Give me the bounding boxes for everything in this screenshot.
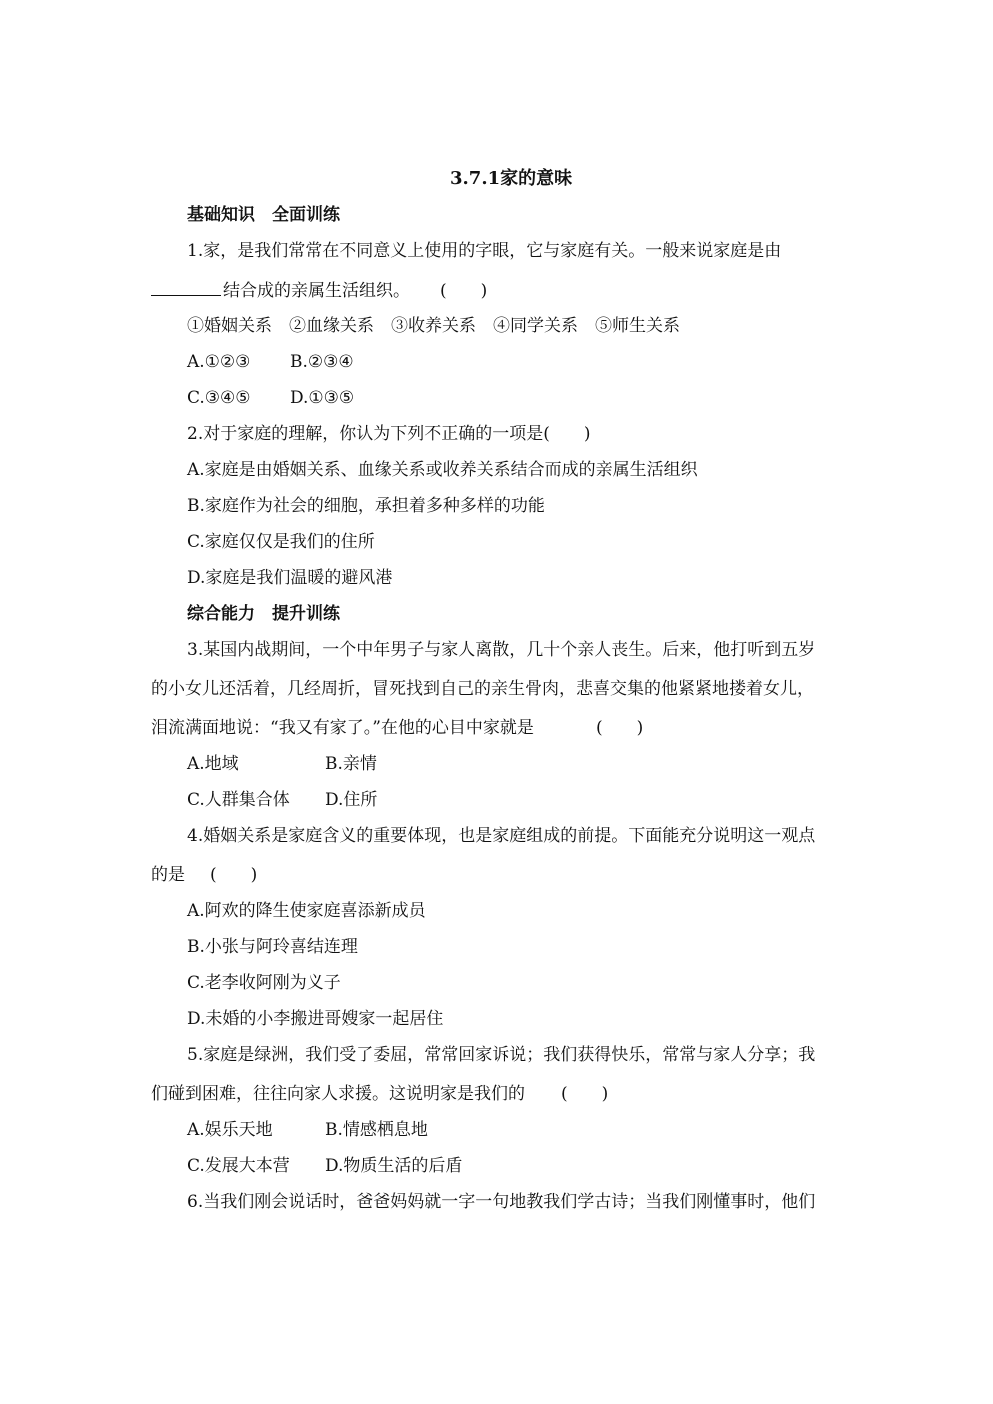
section-basic-heading: 基础知识 全面训练 (187, 205, 340, 225)
q4-option-c: C.老李收阿刚为义子 (187, 973, 341, 993)
q4-option-b: B.小张与阿玲喜结连理 (187, 937, 358, 957)
q1-option-c: C.③④⑤ (187, 388, 251, 408)
q1-stem-line1: 1.家，是我们常常在不同意义上使用的字眼，它与家庭有关。一般来说家庭是由 (187, 241, 782, 261)
q2-option-c: C.家庭仅仅是我们的住所 (187, 532, 375, 552)
q3-stem-line1: 3.某国内战期间，一个中年男子与家人离散，几十个亲人丧生。后来，他打听到五岁 (187, 640, 816, 660)
q4-stem-line1: 4.婚姻关系是家庭含义的重要体现，也是家庭组成的前提。下面能充分说明这一观点 (187, 826, 816, 846)
q4-stem-line2: 的是 (151, 865, 185, 885)
q5-option-d: D.物质生活的后盾 (325, 1156, 463, 1176)
q1-answer-blank (151, 279, 221, 296)
q2-stem: 2.对于家庭的理解，你认为下列不正确的一项是( ) (187, 424, 591, 444)
q3-option-d: D.住所 (325, 790, 378, 810)
q3-answer-paren: ( ) (596, 718, 644, 738)
q2-option-b: B.家庭作为社会的细胞，承担着多种多样的功能 (187, 496, 545, 516)
q1-option-a: A.①②③ (187, 352, 251, 372)
q5-stem-line1: 5.家庭是绿洲，我们受了委屈，常常回家诉说；我们获得快乐，常常与家人分享；我 (187, 1045, 816, 1065)
q6-stem-line1: 6.当我们刚会说话时，爸爸妈妈就一字一句地教我们学古诗；当我们刚懂事时，他们 (187, 1192, 816, 1212)
q3-option-b: B.亲情 (325, 754, 377, 774)
q1-option-d: D.①③⑤ (290, 388, 355, 408)
q4-option-d: D.未婚的小李搬进哥嫂家一起居住 (187, 1009, 444, 1029)
q5-answer-paren: ( ) (561, 1084, 609, 1104)
q1-stem-line2-text: 结合成的亲属生活组织。 (223, 281, 410, 301)
q4-option-a: A.阿欢的降生使家庭喜添新成员 (187, 901, 426, 921)
q3-option-c: C.人群集合体 (187, 790, 290, 810)
q3-stem-line2: 的小女儿还活着，几经周折，冒死找到自己的亲生骨肉，悲喜交集的他紧紧地搂着女儿， (151, 679, 814, 699)
q2-option-d: D.家庭是我们温暖的避风港 (187, 568, 393, 588)
q4-answer-paren: ( ) (210, 865, 258, 885)
q1-items: ①婚姻关系 ②血缘关系 ③收养关系 ④同学关系 ⑤师生关系 (187, 316, 680, 336)
q5-option-a: A.娱乐天地 (187, 1120, 273, 1140)
q2-option-a: A.家庭是由婚姻关系、血缘关系或收养关系结合而成的亲属生活组织 (187, 460, 698, 480)
q3-option-a: A.地域 (187, 754, 239, 774)
section-advanced-heading: 综合能力 提升训练 (187, 604, 340, 624)
q1-answer-paren: ( ) (440, 281, 488, 301)
q3-stem-line3: 泪流满面地说：“我又有家了。”在他的心目中家就是 (151, 718, 534, 738)
q5-option-c: C.发展大本营 (187, 1156, 290, 1176)
q5-option-b: B.情感栖息地 (325, 1120, 428, 1140)
q5-stem-line2: 们碰到困难，往往向家人求援。这说明家是我们的 (151, 1084, 525, 1104)
page-title: 3.7.1家的意味 (450, 168, 573, 189)
q1-stem-line2 (151, 279, 486, 302)
q1-option-b: B.②③④ (290, 352, 354, 372)
